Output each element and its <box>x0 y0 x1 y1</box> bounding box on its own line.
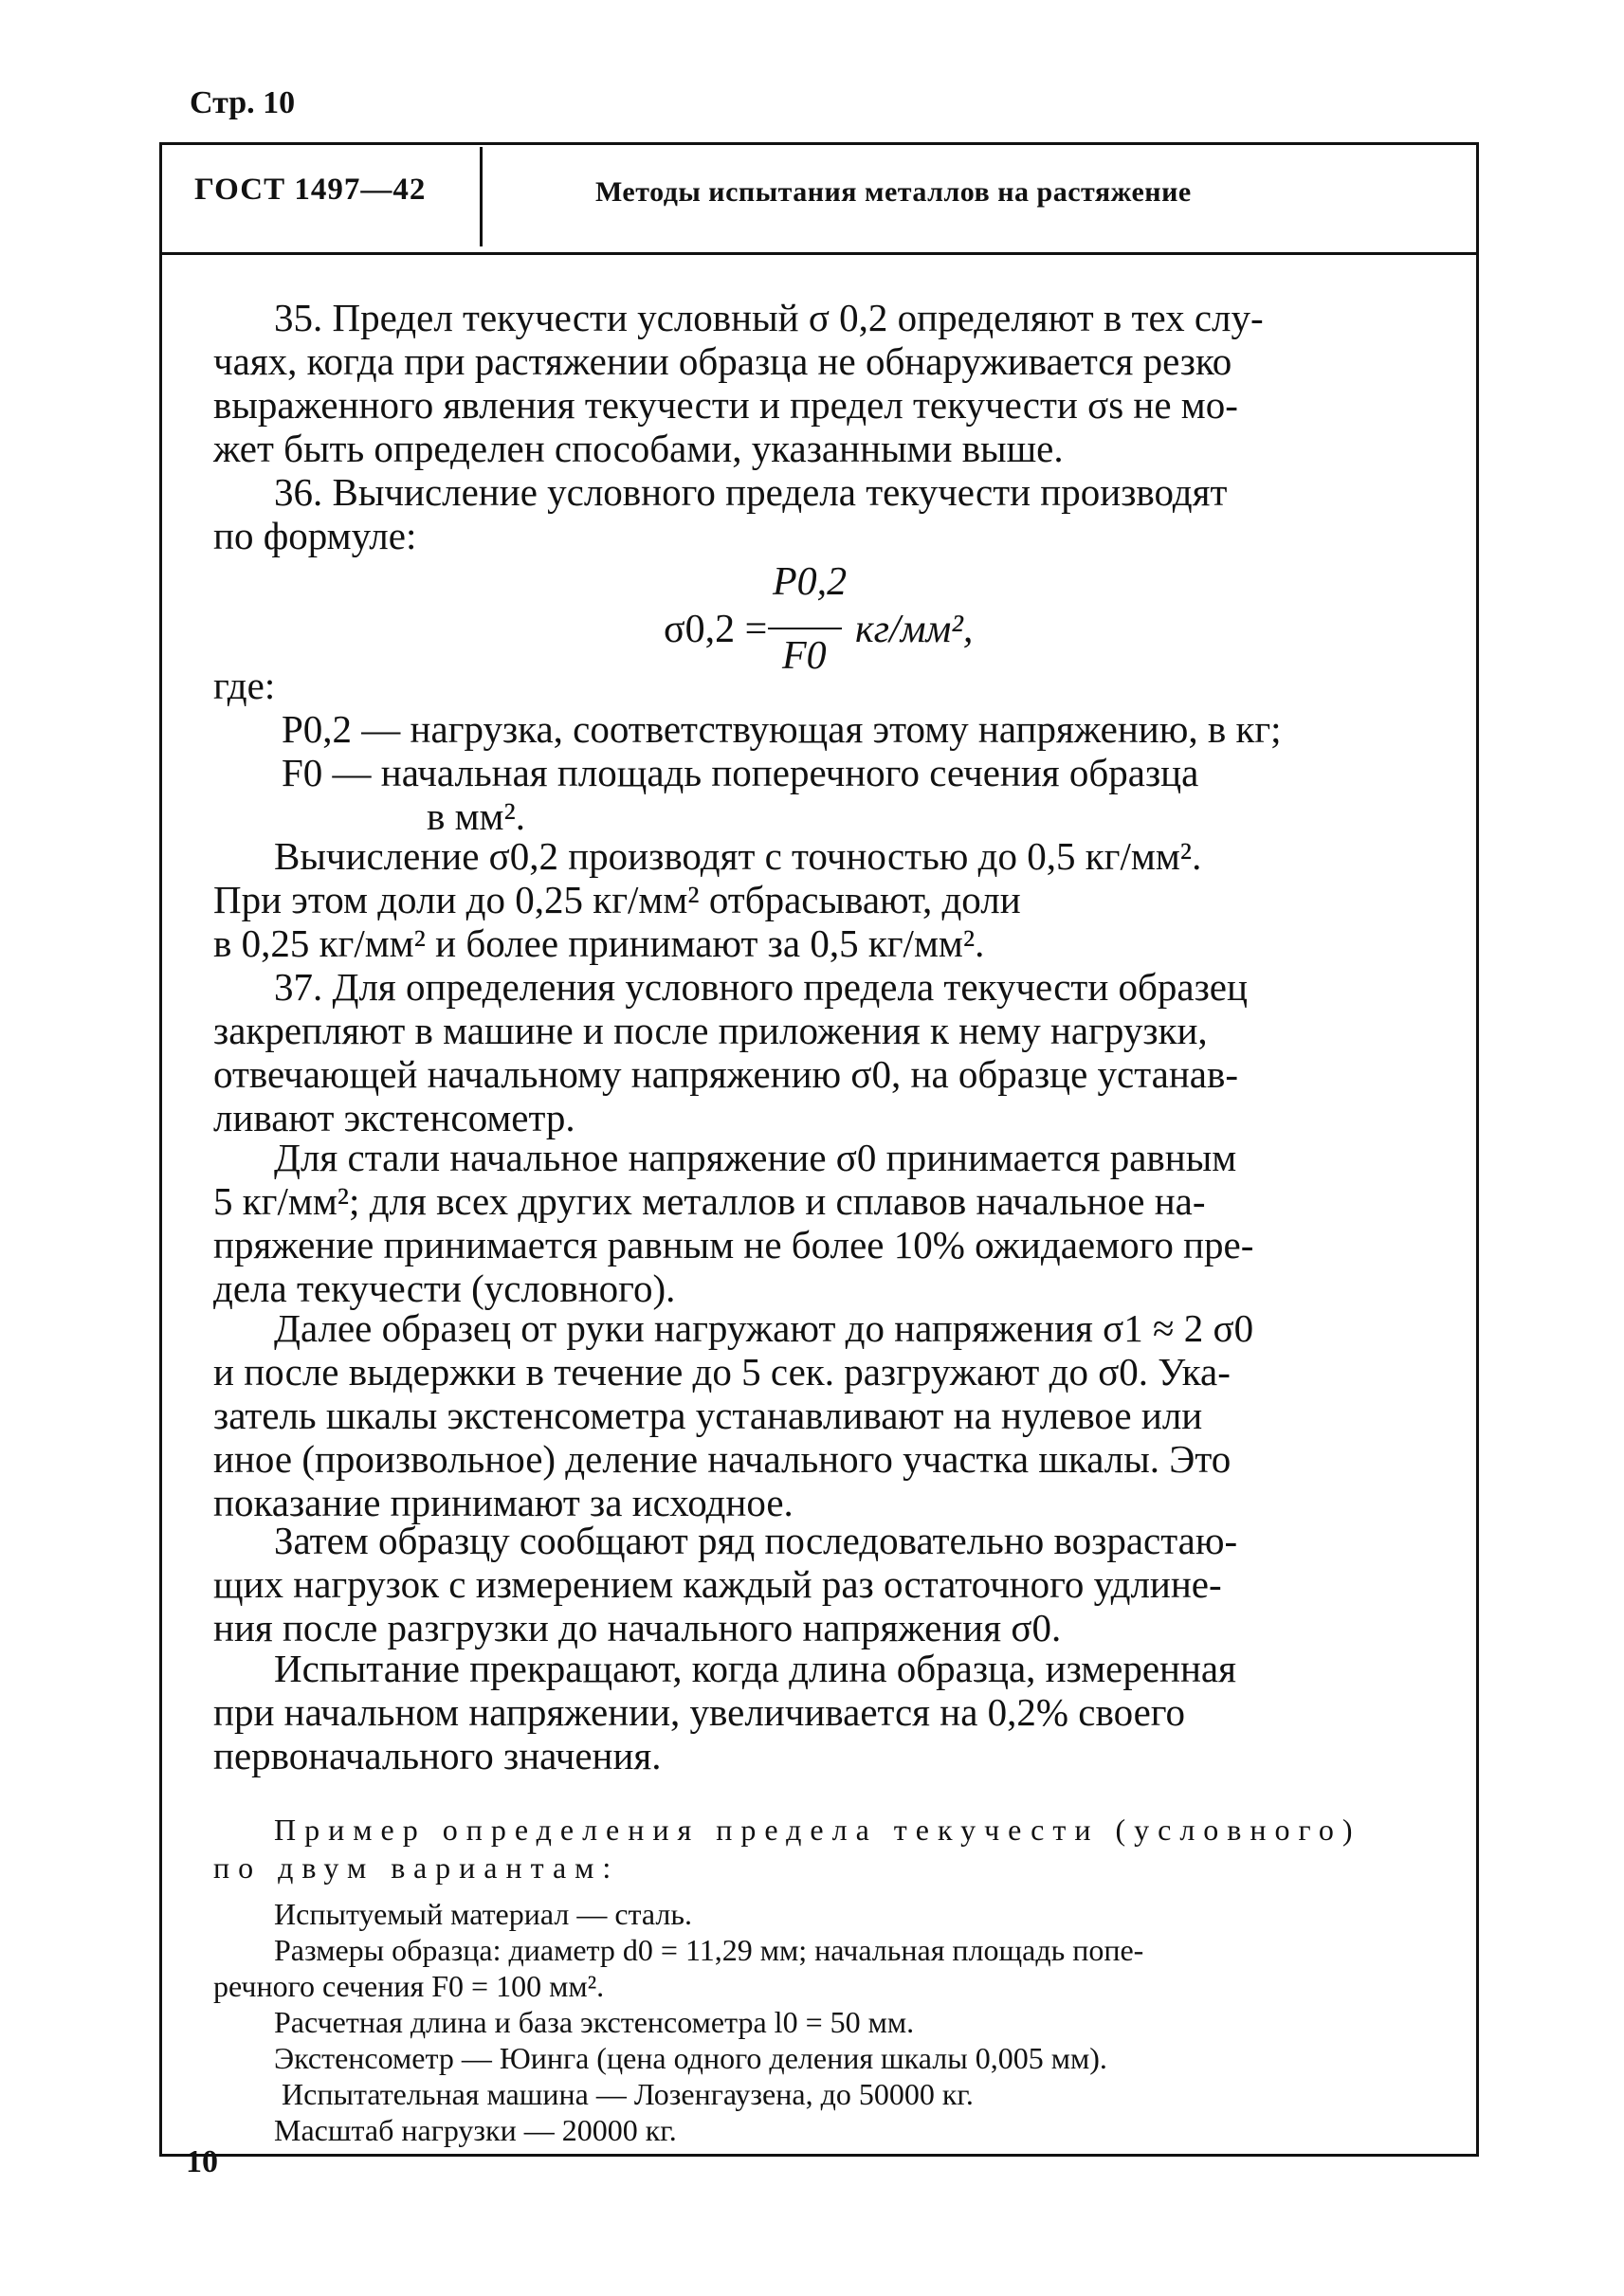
example-line: Экстенсометр — Юинга (цена одного деления шкалы 0,005 мм). <box>274 2041 1107 2075</box>
page-number-bottom: 10 <box>186 2144 218 2179</box>
text-line: отвечающей начальному напряжению σ0, на образце устанав- <box>213 1052 1239 1096</box>
header-title: Методы испытания металлов на растяжение <box>595 176 1192 208</box>
example-heading-line: по двум вариантам: <box>213 1850 620 1885</box>
header-standard-number: ГОСТ 1497—42 <box>194 173 427 207</box>
text-line: закрепляют в машине и после приложения к нему нагрузки, <box>213 1009 1208 1052</box>
example-line: Испытательная машина — Лозенгаузена, до 50000 кг. <box>282 2077 974 2111</box>
header-bottom-rule <box>159 252 1479 255</box>
example-line: Испытуемый материал — сталь. <box>274 1897 692 1931</box>
formula-fraction-bar <box>768 628 842 629</box>
example-line: Масштаб нагрузки — 20000 кг. <box>274 2113 677 2147</box>
text-line: Для стали начальное напряжение σ0 принимается равным <box>274 1136 1237 1179</box>
text-line: в 0,25 кг/мм² и более принимают за 0,5 кг/мм². <box>213 921 985 965</box>
steel-initial-stress <box>213 1136 1436 1310</box>
page-number-top: Стр. 10 <box>190 85 296 120</box>
where-label: где: <box>213 664 276 707</box>
definition-f0: F0 — начальная площадь поперечного сечения образца <box>282 751 1199 794</box>
text-line: пряжение принимается равным не более 10% ожидаемого пре- <box>213 1223 1254 1266</box>
text-line: 36. Вычисление условного предела текучести производят <box>274 470 1228 514</box>
text-line: 37. Для определения условного предела текучести образец <box>274 965 1248 1009</box>
definition-p02: P0,2 — нагрузка, соответствующая этому напряжению, в кг; <box>282 707 1282 751</box>
text-line: При этом доли до 0,25 кг/мм² отбрасывают, доли <box>213 878 1021 921</box>
example-heading <box>213 1811 1436 1886</box>
paragraph-35 <box>213 296 1436 470</box>
text-line: первоначального значения. <box>213 1734 662 1777</box>
text-line: Испытание прекращают, когда длина образца, измеренная <box>274 1647 1236 1690</box>
frame-right-border <box>1476 142 1479 2157</box>
loading-procedure <box>213 1306 1436 1524</box>
footer-rule <box>159 2154 1479 2157</box>
paragraph-37 <box>213 965 1436 1139</box>
example-line: речного сечения F0 = 100 мм². <box>213 1969 605 2003</box>
example-line: Размеры образца: диаметр d0 = 11,29 мм; начальная площадь попе- <box>274 1933 1144 1967</box>
text-line: иное (произвольное) деление начального участка шкалы. Это <box>213 1437 1232 1481</box>
text-line: Далее образец от руки нагружают до напряжения σ1 ≈ 2 σ0 <box>274 1306 1254 1350</box>
text-line: жет быть определен способами, указанными выше. <box>213 427 1064 470</box>
text-line: выраженного явления текучести и предел текучести σs не мо- <box>213 383 1238 427</box>
header-top-rule <box>159 142 1479 145</box>
formula-lhs: σ0,2 = <box>664 608 768 651</box>
text-line: ливают экстенсометр. <box>213 1096 575 1139</box>
definition-f0-unit: в мм². <box>427 794 526 838</box>
header-divider <box>480 147 483 246</box>
frame-left-border <box>159 142 162 2157</box>
test-stop <box>213 1647 1436 1777</box>
text-line: Вычисление σ0,2 производят с точностью до 0,5 кг/мм². <box>274 834 1202 878</box>
text-line: и после выдержки в течение до 5 сек. разгружают до σ0. Ука- <box>213 1350 1231 1394</box>
text-line: 35. Предел текучести условный σ 0,2 определяют в тех слу- <box>274 296 1264 339</box>
text-line: чаях, когда при растяжении образца не обнаруживается резко <box>213 339 1232 383</box>
text-line: Затем образцу сообщают ряд последовательно возрастаю- <box>274 1519 1238 1562</box>
example-heading-line: Пример определения предела текучести (условного) <box>274 1813 1361 1847</box>
load-series <box>213 1519 1436 1649</box>
paragraph-36 <box>213 470 1436 557</box>
text-line: по формуле: <box>213 514 417 557</box>
formula-denominator: F0 <box>782 634 827 678</box>
formula-unit: кг/мм², <box>855 608 974 651</box>
text-line: 5 кг/мм²; для всех других металлов и сплавов начальное на- <box>213 1179 1206 1223</box>
text-line: при начальном напряжении, увеличивается на 0,2% своего <box>213 1690 1186 1734</box>
text-line: щих нагрузок с измерением каждый раз остаточного удлине- <box>213 1562 1222 1606</box>
example-line: Расчетная длина и база экстенсометра l0 = 50 мм. <box>274 2005 915 2039</box>
example-details <box>213 1896 1436 2148</box>
text-line: ния после разгрузки до начального напряжения σ0. <box>213 1606 1062 1649</box>
calculation-precision <box>213 834 1436 965</box>
where-block <box>213 664 1436 838</box>
formula-numerator: P0,2 <box>773 560 848 604</box>
text-line: затель шкалы экстенсометра устанавливают на нулевое или <box>213 1394 1203 1437</box>
text-line: показание принимают за исходное. <box>213 1481 794 1524</box>
text-line: дела текучести (условного). <box>213 1266 676 1310</box>
